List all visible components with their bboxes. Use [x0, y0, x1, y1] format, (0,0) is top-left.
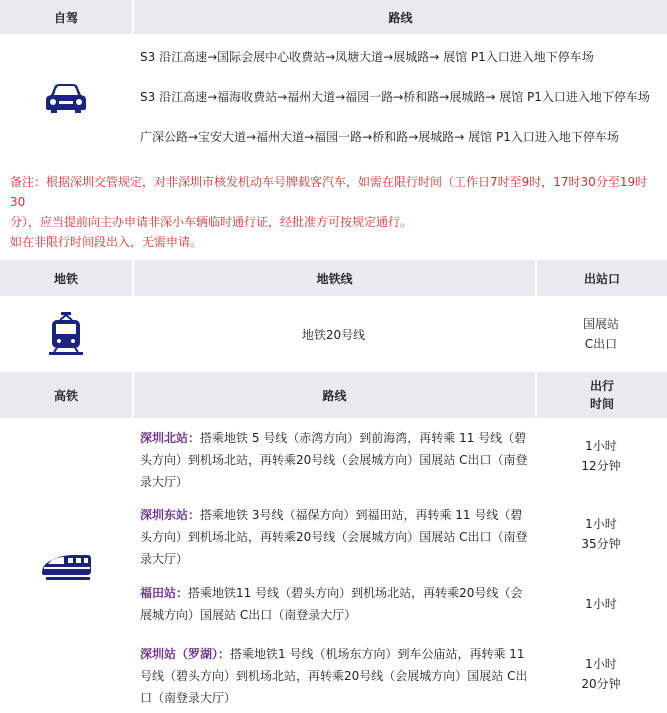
rail-table-header: [0, 372, 667, 418]
metro-table-header: [0, 260, 667, 296]
rail-time-line-2: 35分钟: [581, 537, 621, 551]
rail-route-row: [140, 494, 529, 574]
rail-route-text: [140, 643, 529, 713]
rail-time-cell: [535, 574, 667, 634]
drive-note-line-1: 备注：根据深圳交管规定，对非深圳市核发机动车号牌载客汽车，如需在限行时间（工作日7时至9时，17时30分至19时30: [10, 175, 648, 209]
rail-station-name: 福田站：: [140, 586, 189, 600]
metro-line-value: 地铁20号线: [301, 327, 366, 342]
metro-table-body: [0, 296, 667, 372]
rail-mode-header: 高铁: [53, 388, 78, 403]
drive-note-line-2: 分），应当提前向主办申请非深小车辆临时通行证，经批准方可按规定通行。: [10, 215, 413, 229]
rail-time-line-1: 1小时: [585, 439, 617, 453]
rail-routes: [132, 418, 535, 713]
rail-route-row: [140, 634, 529, 713]
rail-time-cell: [535, 494, 667, 574]
metro-mode-header: 地铁: [53, 271, 78, 286]
rail-route-header: 路线: [132, 372, 535, 418]
rail-route-desc: 搭乘地铁11 号线（碧头方向）到机场北站，再转乘20号线（会展城方向）国展站 C出口（南登录大厅）: [140, 586, 523, 622]
drive-note-line-3: 如在非限行时间段出入，无需申请。: [10, 235, 203, 249]
rail-table-body: [0, 418, 667, 713]
rail-route-desc: 搭乘地铁1 号线（机场东方向）到车公庙站，再转乘 11号线（碧头方向）到机场北站，再转乘20号线（会展城方向）国展站 C出口（南登录大厅）: [140, 647, 528, 705]
rail-time-line-2: 12分钟: [581, 459, 621, 473]
metro-exit-value: [535, 296, 667, 372]
rail-route-desc: 搭乘地铁 5 号线（赤湾方向）到前海湾，再转乘 11 号线（碧头方向）到机场北站，再转乘20号线（会展城方向）国展站 C出口（南登录大厅）: [140, 431, 528, 489]
high-speed-train-icon: [40, 551, 92, 581]
rail-time-cell: [535, 634, 667, 713]
rail-route-text: [140, 504, 529, 574]
rail-route-text: [140, 582, 529, 634]
rail-times: [535, 418, 667, 713]
drive-route-2: S3 沿江高速→福海收费站→福州大道→福园一路→桥和路→展城路→ 展馆 P1入口进入地下停车场: [140, 89, 650, 104]
metro-exit-line-1: 国展站: [582, 317, 619, 331]
rail-station-name: 深圳北站：: [140, 431, 201, 445]
drive-mode-header: 自驾: [53, 10, 78, 25]
rail-station-name: 深圳站（罗湖）：: [140, 647, 231, 661]
rail-station-name: 深圳东站：: [140, 508, 201, 522]
rail-route-desc: 搭乘地铁 3号线（福保方向）到福田站，再转乘 11 号线（碧头方向）到机场北站，再转乘20号线（会展城方向）国展站 C出口（南登录大厅）: [140, 508, 528, 566]
metro-exit-line-2: C出口: [584, 337, 618, 351]
metro-exit-header: 出站口: [535, 260, 667, 296]
rail-time-line-1: 1小时: [585, 517, 617, 531]
rail-time-line-1: 1小时: [585, 597, 617, 611]
rail-time-line-2: 20分钟: [581, 676, 621, 691]
rail-time-cell: [535, 418, 667, 494]
metro-icon-cell: [0, 296, 132, 372]
rail-route-row: [140, 418, 529, 494]
rail-route-text: [140, 427, 529, 494]
metro-train-icon: [49, 312, 83, 356]
drive-icon-cell: [0, 34, 132, 162]
drive-route-3: 广深公路→宝安大道→福州大道→福园一路→桥和路→展城路→ 展馆 P1入口进入地下停车场: [140, 129, 619, 144]
car-icon: [45, 82, 87, 114]
drive-route-1: S3 沿江高速→国际会展中心收费站→凤塘大道→展城路→ 展馆 P1入口进入地下停车场: [140, 49, 594, 64]
rail-icon-cell: [0, 418, 132, 713]
rail-time-header-line-1: 出行: [589, 379, 614, 393]
drive-route-header: 路线: [132, 0, 667, 34]
drive-table-body: [0, 34, 667, 162]
drive-routes: [132, 34, 667, 162]
rail-time-header: [535, 372, 667, 418]
drive-table-header: [0, 0, 667, 34]
drive-note: [0, 162, 667, 232]
rail-time-header-line-2: 时间: [589, 397, 614, 411]
rail-route-row: [140, 574, 529, 634]
metro-line-header: 地铁线: [132, 260, 535, 296]
rail-time-line-1: 1小时: [585, 656, 617, 671]
